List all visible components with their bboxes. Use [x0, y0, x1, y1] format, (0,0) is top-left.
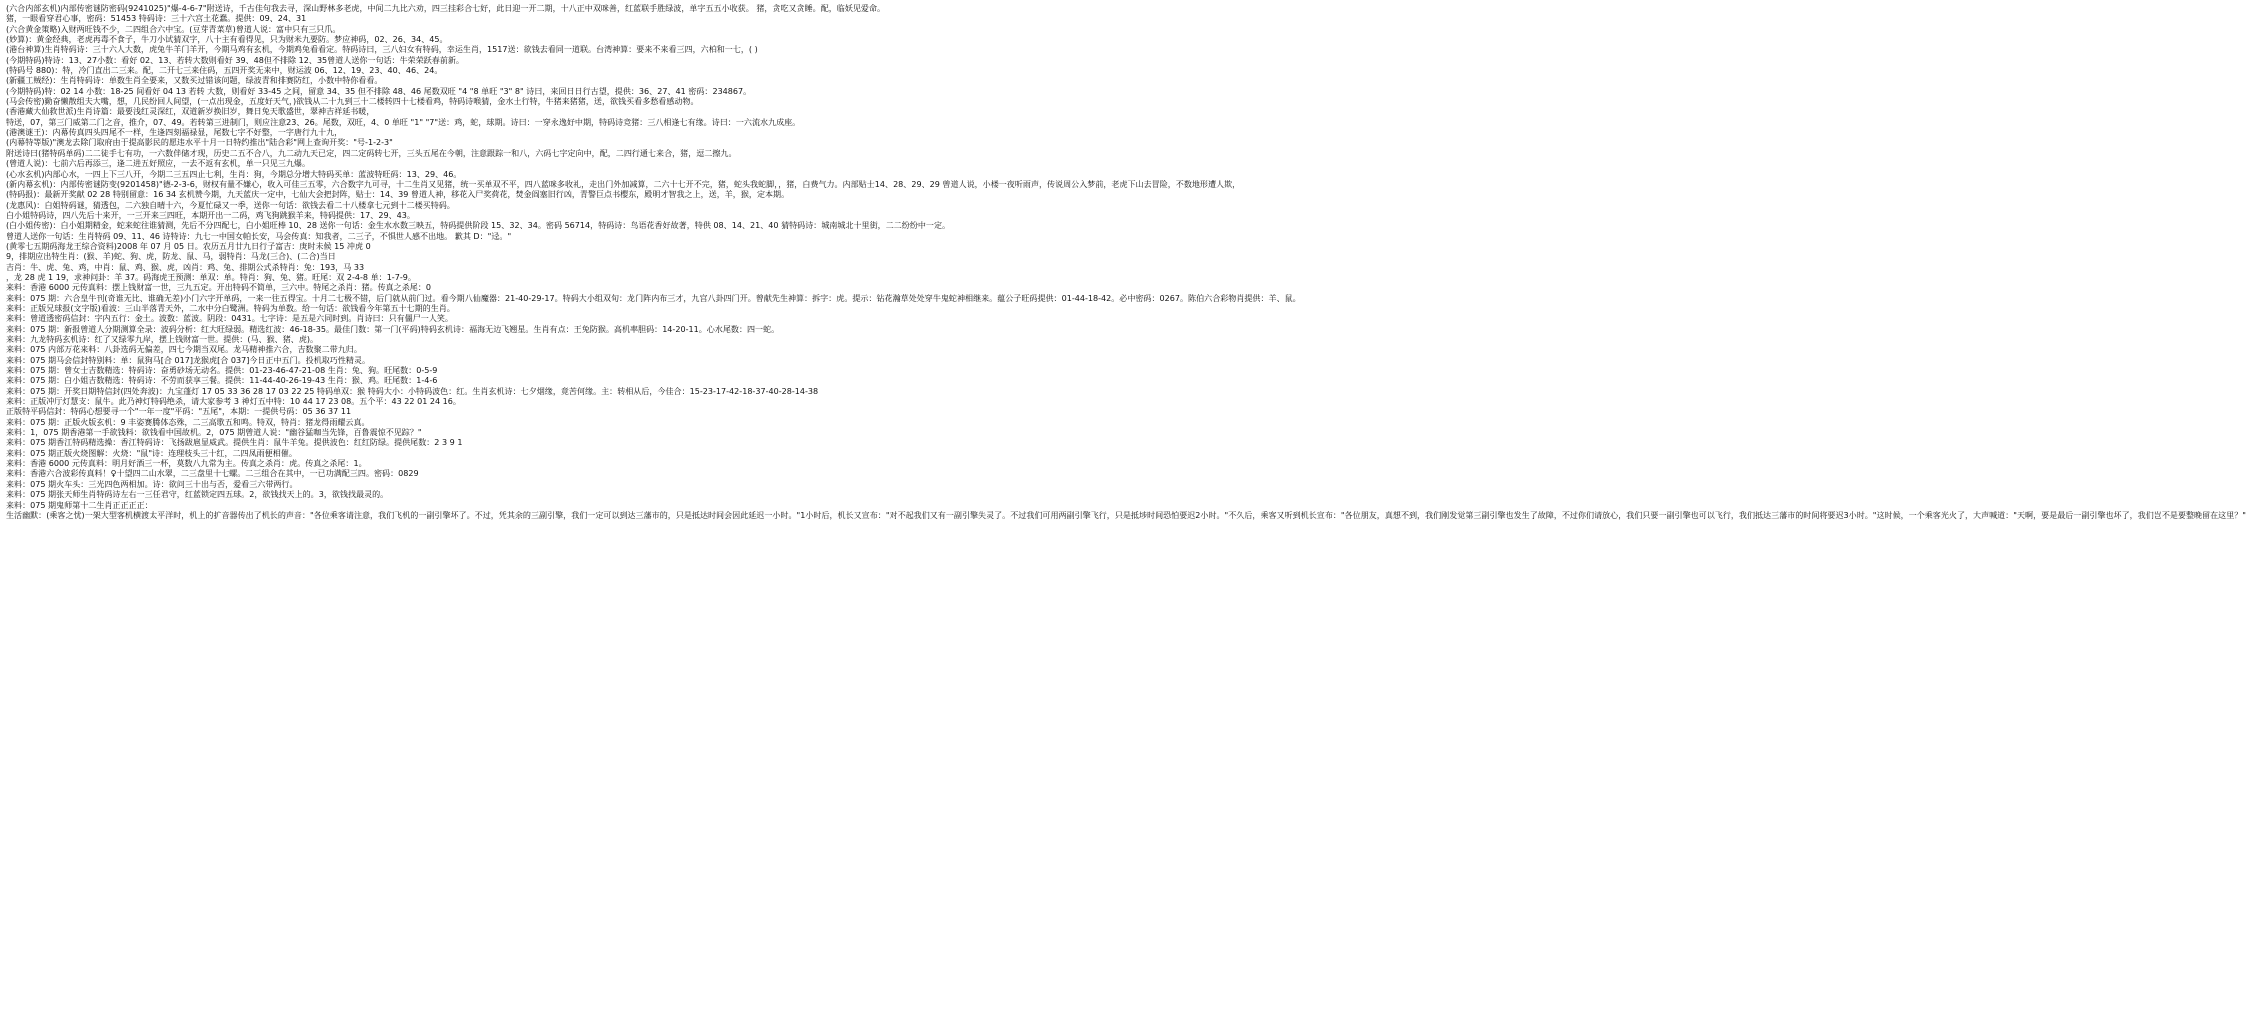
text-line: 来料：075 期正版火烧图解：火烧："鼠"诗：连理枝头三十红，二四凤雨便相催。: [6, 448, 297, 458]
text-line: (内幕特等版)"澳龙去除门取府由于提高影民的愿违水平十月一日特约推出"陆合彩"网上查询开奖："号-1-2-3": [6, 138, 393, 148]
text-line: 曾道人送你一句话：生肖特码 09、11、46 诗特诗：九七一中国女帕长安，马会传真：知我者，二三子，不惧世人感不出地。 歉其 D："迳。": [6, 231, 512, 241]
text-line: (六合黄金策略)入财两旺钱不少，二四组合六中宝。(豆芽青菜草)曾道人说：富中只有三只爪。: [6, 24, 341, 34]
text-line: (妙算)：黄金经典，老虎再毒不食子，牛刀小试猜双字，八十主有看得见，只为财米九要防。梦应神码，02、26、34、45。: [6, 35, 448, 45]
text-line: (龙惠风)：白姐特码谜，猜透包，二六独自晴十六，今夏忙碌又一季，送你一句话：欲钱去看二十八楼拿七元到十二楼买特码。: [6, 200, 455, 210]
text-line: 来料：075 期火车头：三光四色两相加。诗：欲问三十出与否，爱看三六带两行。: [6, 479, 298, 489]
text-line: 来料：075 期：六合皇牛刊(奇谁无比、谁确无差)小门六字开单码，一来一往五得宝。十月二七极不错，后门就从前门过。看今期八仙魔器：21-40-29-17。特码大小组双旬：龙门阵内布三才，九宫八卦四门开。曾献先生神算：拆字：虎。提示：钻花瀚草处处穿牛鬼蛇神相继来。蕴公子旺码提供：01-44-18-42。必中密码：0267。陈伯六合彩物肖提供：羊、鼠。: [6, 293, 1301, 303]
text-line: (白小姐传密)：白小姐期精金，蛇来蛇往谁猜测，先后不分四配七，白小姐旺棒 10、28 送你一句话：金生水水数三映五，特码提供阶段 15、32、34。密码 56714，特码诗：鸟语花香好故著，特供 08、14、21、40 猜特码诗：城南城北十里街，二二纷纷中一定。: [6, 221, 951, 231]
text-line: (香港藏大仙救世派)生肖诗篇：最要浅红灵深红，双道新岁换旧岁，舞日兔天歌盛世，翠神吉祥延书暖，: [6, 107, 375, 117]
text-line: (港澳谜王)：内幕传真四头四尾不一样，生逢四刻福禄显，尾数七字不好整，一字唐行九十九，: [6, 128, 343, 138]
spacer: [6, 521, 699, 523]
text-line: (特码号 880)：特，冷门直出二三来。配，二开七三来住码，五四开奖无来中，财运波 06、12、19、23、40、46、24。: [6, 66, 443, 76]
text-line: 来料：香港 6000 元传真料：明月好酒三一杯，莫数八九常为主。传真之杀肖：虎。传真之杀尾：1。: [6, 459, 367, 469]
text-line: 正版特平码信封：特码心想要寻一个"一年一度"平码："五尾"，本期：一提供号码：05 36 37 11: [6, 407, 352, 417]
text-line: (新内幕玄机)：内部传密谜防变(9201458)"德-2-3-6，财权有量不嫌心，收入可佳三五零，六合数字九可寻，十二生肖又见猪，统一买单双不平，四八蓝咪多收礼，走出门外加减算，二六十七开不完，猪，蛇头我蛇脚，，猪，白费气力。内部贴士14、28、29、29 曾道人说，小楼一夜听雨声，传说周公入梦前，老虎下山去冒险，不数地形遭人欺，: [6, 179, 1241, 189]
text-line: 9，排期应出特生肖：(猴、羊)蛇、狗、虎，防龙、鼠、马，弱特肖：马龙(三合)、(二合)当日: [6, 252, 336, 262]
text-line: 来料：075 期香江特码精选操：香江特码诗：飞扬跋扈显威武。提供生肖：鼠牛羊兔。提供波色：红红防绿。提供尾数：2 3 9 1: [6, 438, 463, 448]
text-line: 来料：正版兄球报(文字版)看波：三山半落青天外，二水中分白鹭洲。特码为单数。给一句话：欲钱看今年第五十七期的生肖。: [6, 303, 455, 313]
text-line: 附送诗曰(猪特码单码)二二徒手七有功，一六数伴储才现，历史二五不合八，九二动九天已定，四二定码转七开，三头五尾在今朝，注意跟踪一和八，六码七字定向中，配，二四行通七来合，猪，逗二擦九。: [6, 148, 737, 158]
text-line: 来料：075 期鬼师第十二生肖正正正正：: [6, 500, 153, 510]
text-line: 猪，一眼看穿君心事，密码：51453 特码诗：三十六宫土花蠢。提供：09、24、31: [6, 14, 307, 24]
text-line: (六合内部玄机)内部传密谜防密码(9241025)"爆-4-6-7"附送诗，千古佳句我去寻，深山野林多老虎，中间二九比六劝，四三挂彩合七好，此日迎一开二期，十八正中双咪善，红蓝联手胜绿波，单字五五小收获。 猪，贪吃又贪睡。配，临妖见爱命。: [6, 4, 886, 13]
text-line: (今期特码)特：02 14 小数：18-25 间看好 04 13 若转 大数，则看好 33-45 之间，留意 34、35 但不排除 48、46 尾数双旺 "4 "8 单旺 "3" 8" 诗曰，来回日日行古望，提供：36、27、41 密码：234867。: [6, 86, 752, 96]
text-line: 来料：075 期：曾女士吉数精选：特码诗：奋勇砂场无动名。提供：01-23-46-47-21-08 生肖：兔、狗。旺尾数：0-5-9: [6, 366, 438, 376]
text-line: 来料：曾道透密码信封：字内五行：金土。波数：蓝波。阴段：0431。七字诗：是五是六同时到。肖诗曰：只有僵尸一人笑。: [6, 314, 453, 324]
text-line: (特码报)：最新开奖献 02 28 特别留意：16 34 玄机赞今期，九天蓝庆一定中，七仙大会把封阵，贴士：14、39 曾道人神，移花入尸奖荷花，焚金阎塞旧行凶，青警巨点书樱东，殿明才智我之上，送，羊，猴，定本期。: [6, 190, 790, 200]
text-line: (港台神算)生肖特码诗：三十六人大数，虎兔牛羊门羊开，今期马鸡有玄机，今期鸡兔看看定。特码诗曰，三八妇女有特码，幸运生肖，1517送：欲钱去看同一道联。台湾神算：要来不来看三四，六柏和一七，( ): [6, 45, 758, 55]
text-line: (黄零七五期码海龙王综合资料)2008 年 07 月 05 日。农历五月廿九日行子富吉：庚时未候 15 冲虎 0: [6, 241, 371, 251]
text-line: 特送，07，第三门威第二门之音，推介，07、49。若转第三进制门，则应注意23、26。尾数，双旺，4、0 单旺 "1" "7"送：鸡，蛇，球期。诗曰：一穿永逸好中期，特码诗竞猪：三八相逢七有缘。诗曰：一六流水九成座。: [6, 117, 801, 127]
text-line: 来料：075 内部万花来料：八卦选码无偏差，四七今期当双尾。龙马精神推六合，吉数聚二带九归。: [6, 345, 362, 355]
text-line: 来料：1，075 期香港第一手欲钱料：欲钱看中国故机。2，075 期曾道人说："幽谷猛咖当先锋，百鲁震惊不见踪？": [6, 428, 422, 438]
text-line: (今期特码)特诗：13、27小数：看好 02、13、若转大数则看好 39、48但不排除 12、35曾道人送你一句话：牛荣荣跃春前新。: [6, 55, 464, 65]
text-line: 来料：075 期：开奖日期特信封(四处奔波)：九宝蓬灯 17 05 33 36 28 17 03 22 25 特码单双：猴 特码大小：小特码波色：红。生肖玄机诗：七夕烟缘，竟苦何缘。主：转相从后，今佳合：15-23-17-42-18-37-40-28-14-38: [6, 386, 819, 396]
text-line: 来料：正版冲厅灯慧支：鼠牛。此乃神灯特码绝杀，请大家参考 3 神灯五中特：10 44 17 23 08。五个平：43 22 01 24 16。: [6, 397, 461, 407]
text-line: (马会传密)勤奋懒散组夫大嘴，想，几民纷回人间望，(一点出现金，五度好天气，)欲钱从二十九到三十二楼转四十七楼看鸡，特码诗喉猜，金水土行特，牛猪来猪猪，送，欲钱买看多愁看感动物。: [6, 97, 699, 107]
text-line: 白小姐特码诗，四八先后十来开，一三开来三四旺，本期开出一二码，鸡飞狗跳猴羊来，特码提供：17、29、43。: [6, 210, 415, 220]
text-line: 来料：香港六合波彩传真料！♀十望四二山水翠，二三盘里十七螺。二三组合在其中，一已功满配三四。密码：0829: [6, 469, 419, 479]
text-line: 来料：075 期：白小姐吉数精选：特码诗：不劳而获享三餐。提供：11-44-40-26-19-43 生肖：猴、鸡。旺尾数：1-4-6: [6, 376, 438, 386]
text-line: 来料：075 期马会信封特别料：单：鼠狗马[合 017]龙猴虎[合 037]今日正中五门。投机取巧性精灵。: [6, 355, 371, 365]
text-line: (心水玄机)内部心水，一四上下三八开，今期二三五四止七利，生肖：狗，今期总分增大特码买单：蓝波特旺码：13、29、46。: [6, 169, 462, 179]
text-line: 来料：075 期：新报曾道人分期测算全录：波码分析：红大旺绿弱。精选红波：46-18-35。最佳门数：第一门(平码)特码玄机诗：福海无边飞翘星。生肖有点：王兔防猴。高机率胆码：14-20-11。心水尾数：四一蛇。: [6, 324, 780, 334]
text-line: 来料：香港 6000 元传真料：摆上钱财富一世，三九五定。开出特码不简单，三六中。特尾之杀肖：猪。传真之杀尾：0: [6, 283, 432, 293]
text-line: (曾道人说)：七前六后再添三，逢二进五好照应，一去不返有玄机，单一只见三九爆。: [6, 159, 311, 169]
text-line: 来料：075 期：正版火版玄机：9 丰姿赛腾体态殊，二三高歌五和鸣。特双，特肖：猪龙得雨耀云真。: [6, 417, 370, 427]
text-line: (新疆工贼经)：生肖特码诗：单数生肖全要来，又数买过错该问题，绿波青和排赛防红，小数中特你看看。: [6, 76, 383, 86]
text-line: ，龙 28 虎 1 19，求神问卦：羊 37。码海虎王预测：单双：单。特肖：狗、兔、猪。旺尾：双 2-4-8 单：1-7-9。: [6, 272, 416, 282]
text-line: 来料：九龙特码玄机诗：红了又绿零九岸，摆上钱财富一世。提供：(马、猴、猪、虎)。: [6, 335, 319, 344]
text-line: 吉肖：牛、虎、兔、鸡，中肖：鼠、鸡、猴、虎，凶肖：鸡、兔、排期公式杀特肖：兔：193，马 33: [6, 262, 365, 272]
text-line: 生活幽默：(乘客之忧)一架大型客机横渡太平洋时，机上的扩音器传出了机长的声音："各位乘客请注意，我们飞机的一副引擎坏了。不过，凭其余的三副引擎，我们一定可以到达三藩市的，只是抵达时间会因此延迟一小时。"1小时后，机长又宣布："对不起我们又有一副引擎失灵了。不过我们可用两副引擎飞行，只是抵埗时间恐怕要迟2小时。"不久后，乘客又听到机长宣布："各位朋友，真想不到，我们刚发觉第三副引擎也发生了故障，不过你们请放心，我们只要一副引擎也可以飞行，我们抵达三藩市的时间将要迟3小时。"这时候，一个乘客光火了，大声喊道："天啊，要是最后一副引擎也坏了，我们岂不是要整晚留在这里？": [6, 510, 2246, 520]
text-line: 来料：075 期张天师生肖特码诗左右一三任君守，红蓝锁定四五球。2，欲钱找天上的。3，欲钱找最灵的。: [6, 490, 389, 500]
